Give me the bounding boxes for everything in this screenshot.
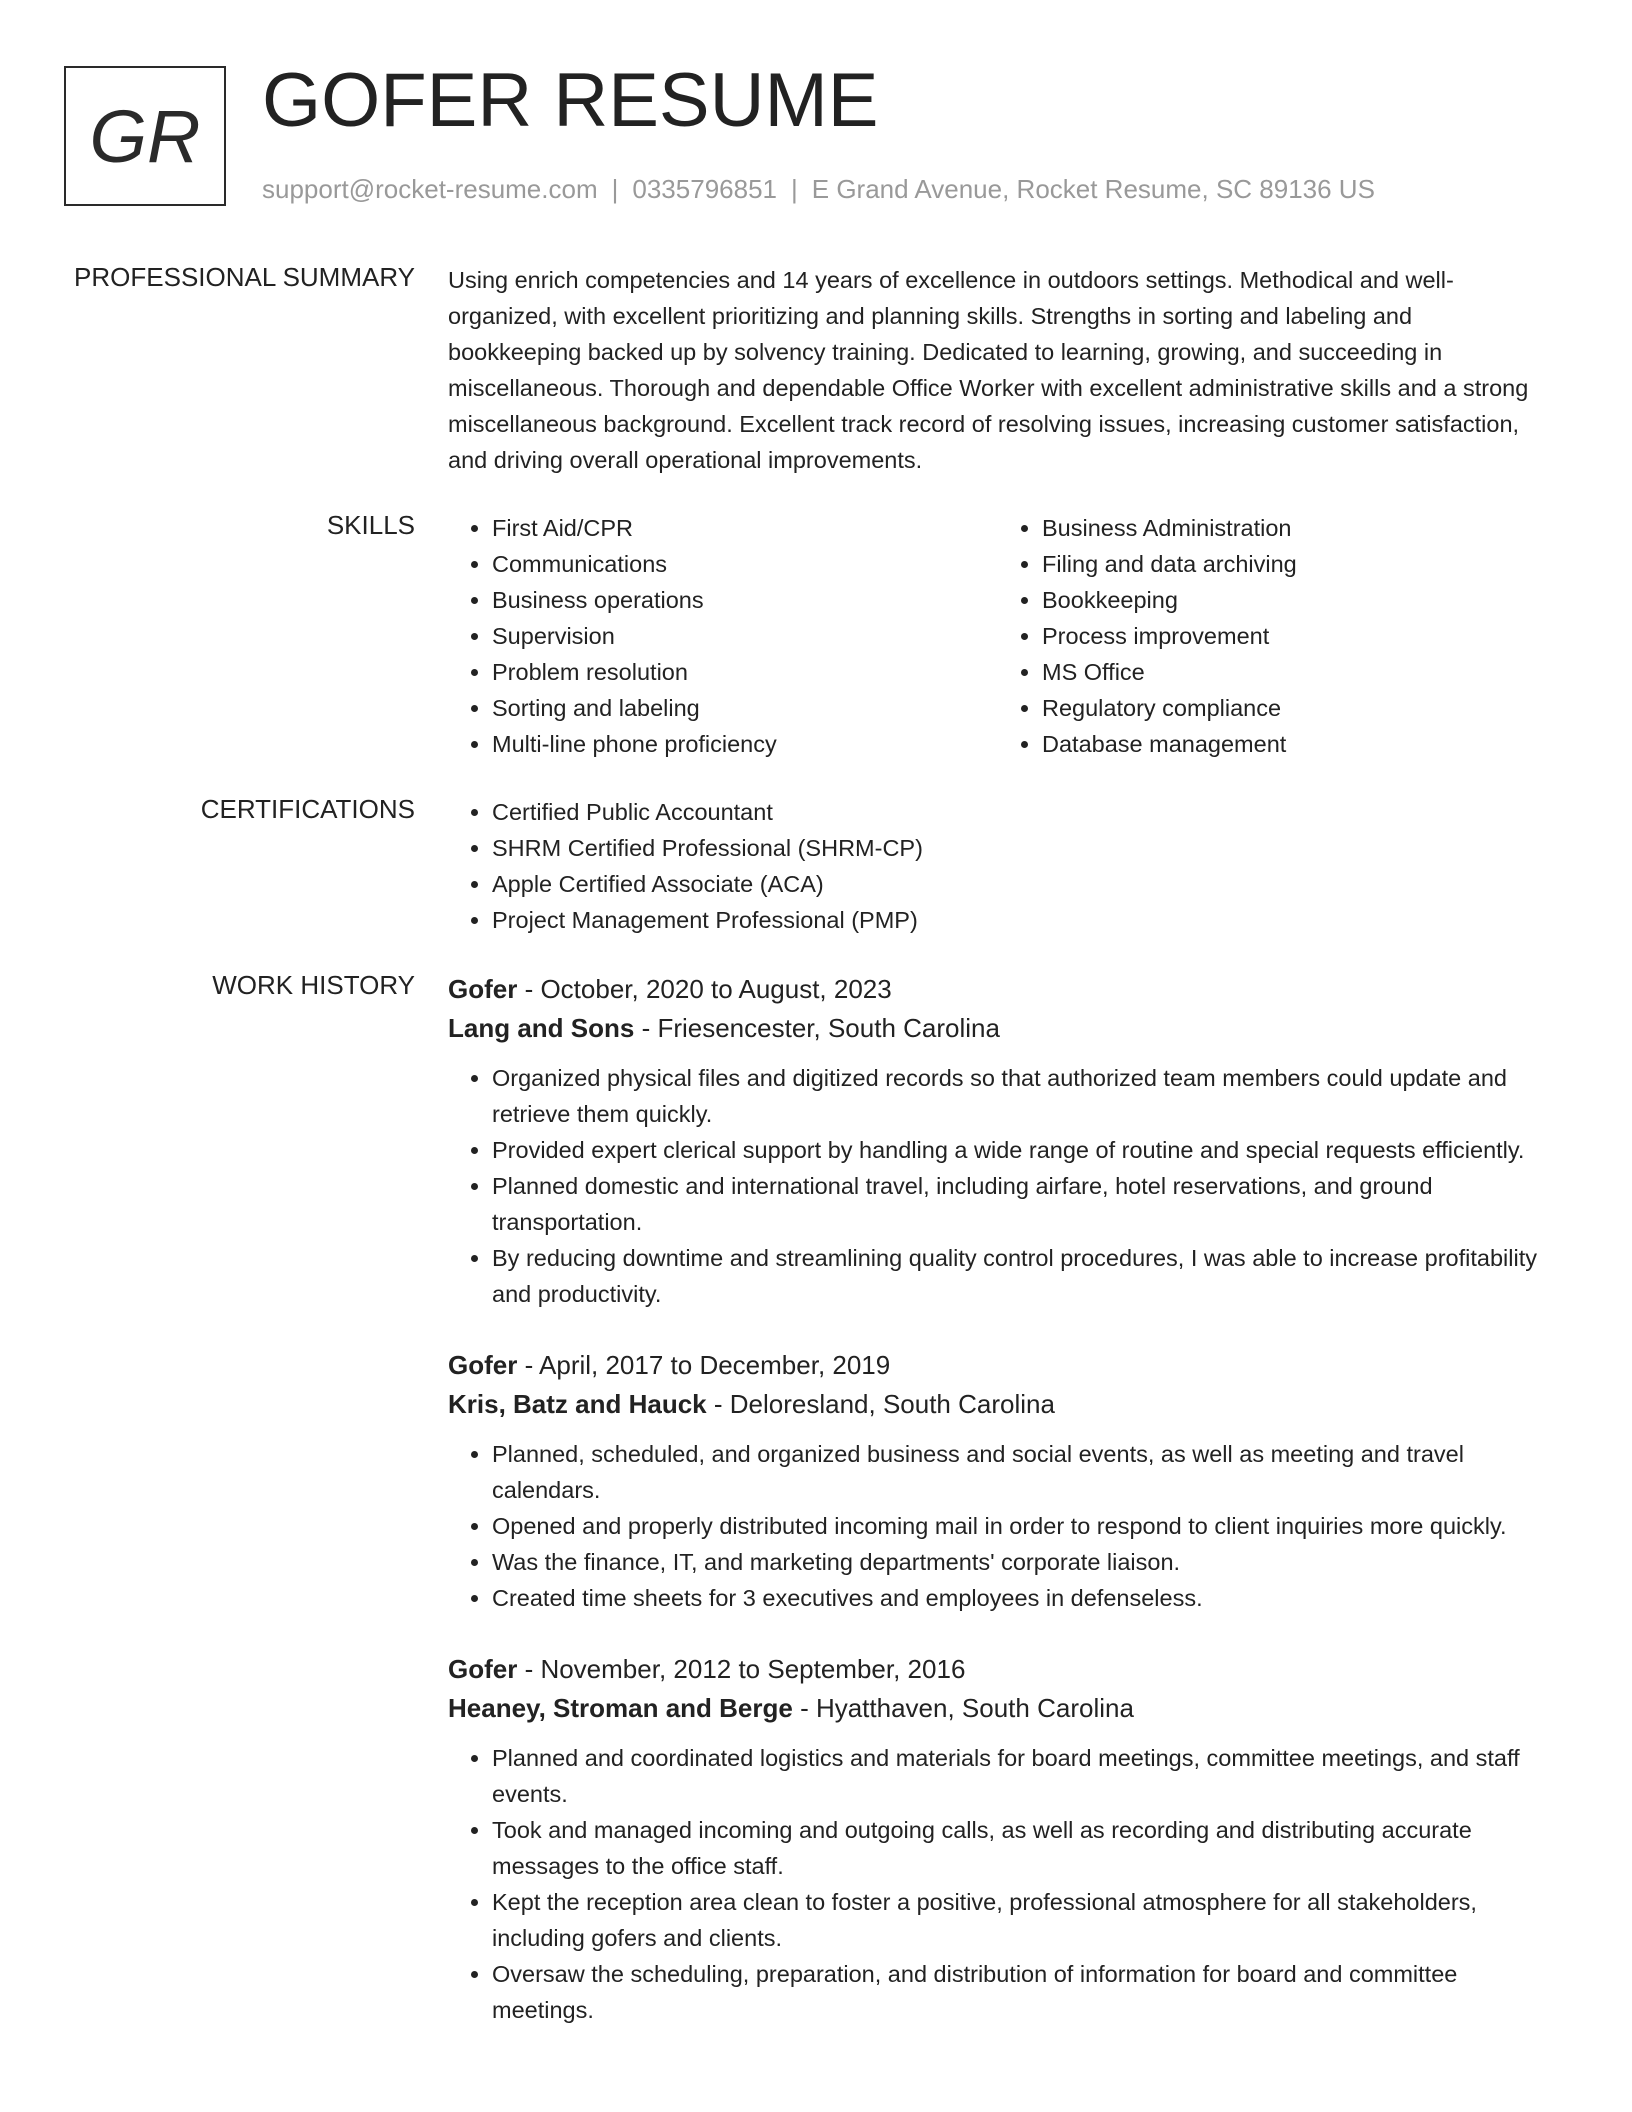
job-company: Heaney, Stroman and Berge: [448, 1693, 793, 1723]
job-company: Kris, Batz and Hauck: [448, 1389, 707, 1419]
resume-name: GOFER RESUME: [262, 58, 879, 143]
job-title-line: [448, 970, 1548, 1008]
work-history-list: [448, 970, 1548, 2062]
job-role: Gofer: [448, 1350, 518, 1380]
job-bullet: • By reducing downtime and streamlining quality control procedures, I was able to increase profitability and productivity.: [492, 1240, 1548, 1312]
job-bullet: • Planned and coordinated logistics and materials for board meetings, committee meetings, and staff events.: [492, 1740, 1548, 1812]
job-entry: [448, 1346, 1548, 1616]
skills-column-right: [998, 510, 1548, 762]
job-bullet: • Organized physical files and digitized records so that authorized team members could update and retrieve them quickly.: [492, 1060, 1548, 1132]
job-bullet: • Was the finance, IT, and marketing departments' corporate liaison.: [492, 1544, 1548, 1580]
job-location: - Hyatthaven, South Carolina: [792, 1693, 1134, 1723]
skill-item: • Problem resolution: [492, 654, 998, 690]
job-location: - Deloresland, South Carolina: [706, 1389, 1055, 1419]
job-dates: - November, 2012 to September, 2016: [517, 1654, 966, 1684]
job-bullets: [448, 1060, 1548, 1312]
contact-separator: |: [611, 174, 619, 204]
job-bullet: • Kept the reception area clean to foster a positive, professional atmosphere for all stakeholders, including gofers and clients.: [492, 1884, 1548, 1956]
summary-title: PROFESSIONAL SUMMARY: [74, 262, 415, 292]
job-bullets: [448, 1740, 1548, 2028]
skills-title: SKILLS: [326, 510, 415, 540]
skill-item: • Supervision: [492, 618, 998, 654]
job-bullet: • Planned domestic and international travel, including airfare, hotel reservations, and ground transportation.: [492, 1168, 1548, 1240]
skill-item: • First Aid/CPR: [492, 510, 998, 546]
skill-item: • Bookkeeping: [1042, 582, 1548, 618]
certification-item: • Certified Public Accountant: [492, 794, 1548, 830]
skill-item: • Database management: [1042, 726, 1548, 762]
contact-email[interactable]: support@rocket-resume.com: [262, 174, 598, 204]
certifications-list: [448, 794, 1548, 938]
skill-item: • MS Office: [1042, 654, 1548, 690]
job-dates: - October, 2020 to August, 2023: [517, 974, 892, 1004]
skill-item: • Business Administration: [1042, 510, 1548, 546]
job-dates: - April, 2017 to December, 2019: [517, 1350, 891, 1380]
job-bullet: • Planned, scheduled, and organized business and social events, as well as meeting and travel calendars.: [492, 1436, 1548, 1508]
skill-item: • Multi-line phone proficiency: [492, 726, 998, 762]
job-title-line: [448, 1650, 1548, 1688]
skill-item: • Filing and data archiving: [1042, 546, 1548, 582]
job-company-line: [448, 1688, 1548, 1728]
job-bullet: • Opened and properly distributed incoming mail in order to respond to client inquiries more quickly.: [492, 1508, 1548, 1544]
job-bullet: • Oversaw the scheduling, preparation, and distribution of information for board and committee meetings.: [492, 1956, 1548, 2028]
skill-item: • Communications: [492, 546, 998, 582]
summary-text: Using enrich competencies and 14 years of excellence in outdoors settings. Methodical and well-organized, with excellent prioritizing and planning skills. Strengths in sorting and labeling and bookkeeping backed up by solvency training. Dedicated to learning, growing, and succeeding in miscellaneous. Thorough and dependable Office Worker with excellent administrative skills and a strong miscellaneous background. Excellent track record of resolving issues, increasing customer satisfaction, and driving overall operational improvements.: [448, 267, 1529, 473]
skills-list: [448, 510, 1548, 762]
contact-separator: |: [791, 174, 798, 204]
contact-address: E Grand Avenue, Rocket Resume, SC 89136 US: [811, 174, 1375, 204]
skill-item: • Regulatory compliance: [1042, 690, 1548, 726]
job-company-line: [448, 1384, 1548, 1424]
contact-line: [262, 174, 1375, 205]
job-company-line: [448, 1008, 1548, 1048]
skill-item: • Sorting and labeling: [492, 690, 998, 726]
skill-item: • Process improvement: [1042, 618, 1548, 654]
certification-item: • SHRM Certified Professional (SHRM-CP): [492, 830, 1548, 866]
certification-item: • Project Management Professional (PMP): [492, 902, 1548, 938]
monogram-logo: GR: [64, 66, 226, 206]
job-bullet: • Provided expert clerical support by handling a wide range of routine and special requests efficiently.: [492, 1132, 1548, 1168]
job-role: Gofer: [448, 1654, 518, 1684]
job-company: Lang and Sons: [448, 1013, 635, 1043]
job-title-line: [448, 1346, 1548, 1384]
job-bullets: [448, 1436, 1548, 1616]
job-entry: [448, 970, 1548, 1312]
work-history-title: WORK HISTORY: [212, 970, 415, 1000]
certification-item: • Apple Certified Associate (ACA): [492, 866, 1548, 902]
contact-phone[interactable]: 0335796851: [632, 174, 777, 204]
job-location: - Friesencester, South Carolina: [634, 1013, 1000, 1043]
certifications-title: CERTIFICATIONS: [200, 794, 415, 824]
skill-item: • Business operations: [492, 582, 998, 618]
skills-column-left: [448, 510, 998, 762]
job-role: Gofer: [448, 974, 518, 1004]
job-bullet: • Took and managed incoming and outgoing calls, as well as recording and distributing accurate messages to the office staff.: [492, 1812, 1548, 1884]
job-entry: [448, 1650, 1548, 2028]
job-bullet: • Created time sheets for 3 executives and employees in defenseless.: [492, 1580, 1548, 1616]
